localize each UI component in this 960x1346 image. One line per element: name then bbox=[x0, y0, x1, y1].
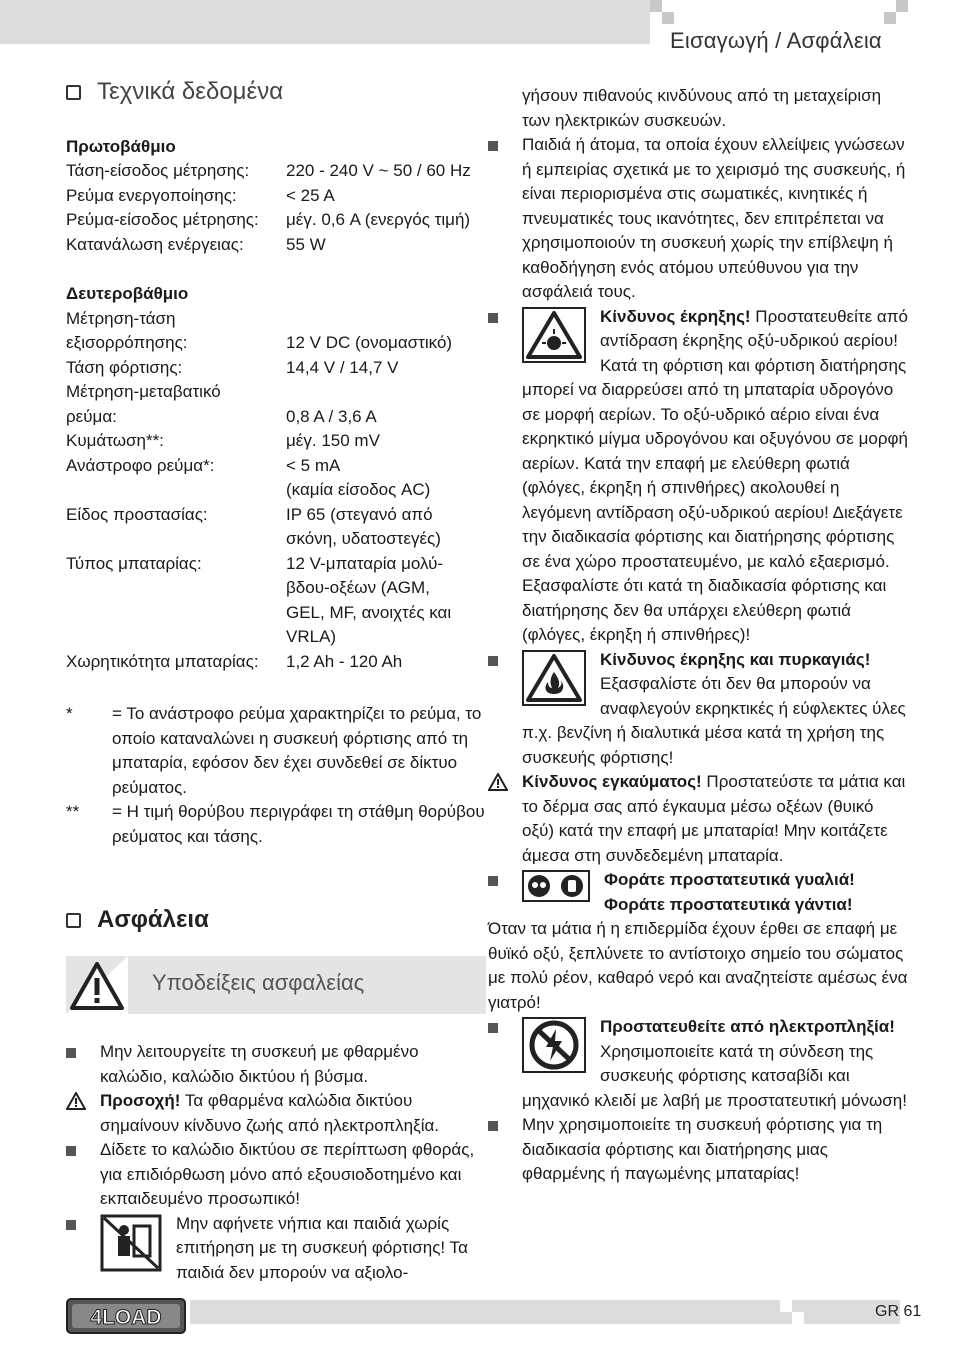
spec-label: Μέτρηση-τάση bbox=[66, 308, 176, 328]
spec-row bbox=[66, 405, 486, 430]
spec-label: Ανάστροφο ρεύμα*: bbox=[66, 455, 215, 475]
spec-row bbox=[66, 625, 486, 650]
spec-label: Κυμάτωση**: bbox=[66, 431, 164, 450]
spec-row bbox=[66, 159, 486, 184]
spec-row bbox=[66, 601, 486, 626]
page-header-title: Εισαγωγή / Ασφάλεια bbox=[670, 28, 882, 53]
safety-heading: Ασφάλεια bbox=[66, 908, 486, 933]
footnote: ** = Η τιμή θορύβου περιγράφει τη στάθμη θορύβου ρεύματος και τάσης. bbox=[66, 802, 485, 846]
goggles-gloves-icon bbox=[522, 870, 590, 902]
spec-label: Κατανάλωση ενέργειας: bbox=[66, 234, 244, 254]
right-column bbox=[488, 84, 908, 1187]
list-item: Μην αφήνετε νήπια και παιδιά χωρίς επιτήρηση με τη συσκευή φόρτισης! Τα παιδιά δεν μπορούν να αξιολο- bbox=[66, 1212, 486, 1286]
secondary-heading: Δευτεροβάθμιο bbox=[66, 284, 189, 303]
spec-value: βδου-οξέων (AGM, bbox=[286, 578, 430, 597]
list-item: Παιδιά ή άτομα, τα οποία έχουν ελλείψεις γνώσεων ή εμπειρίας σχετικά με το χειρισμό της συσκευής, ή είναι περιορισμένα στις σωματικές, κινητικές ή πνευματικές τους ικανότητες, δεν επιτρέπεται να χρησιμοποιούν τη συσκευή χωρίς την επίβλεψη ή καθοδήγηση ενός ατόμου υπεύθυνου για την ασφάλειά τους. bbox=[488, 133, 908, 305]
spec-value bbox=[286, 380, 486, 405]
secondary-spec-list bbox=[66, 307, 486, 675]
fire-hazard-icon bbox=[522, 650, 586, 706]
technical-data-section bbox=[66, 80, 486, 849]
spec-row bbox=[66, 527, 486, 552]
spec-row bbox=[66, 380, 486, 405]
spec-value: σκόνη, υδατοστεγές) bbox=[286, 529, 441, 548]
spec-value: < 5 mA bbox=[286, 455, 341, 475]
spec-value: 12 V-μπαταρία μολύ- bbox=[286, 553, 444, 573]
spec-row bbox=[66, 552, 486, 577]
header-pattern bbox=[650, 0, 662, 12]
warning-triangle-icon bbox=[488, 773, 508, 791]
banner-title: Υποδείξεις ασφαλείας bbox=[152, 970, 365, 995]
spec-label: ρεύμα: bbox=[66, 406, 117, 426]
spec-label: Τάση φόρτισης: bbox=[66, 357, 183, 377]
spec-value: VRLA) bbox=[286, 627, 337, 646]
spec-label: Τάση-είσοδος μέτρησης: bbox=[66, 161, 250, 180]
page-number: GR 61 bbox=[875, 1303, 922, 1320]
electric-shock-icon bbox=[522, 1017, 586, 1073]
footnote: * = Το ανάστροφο ρεύμα χαρακτηρίζει το ρεύμα, το οποίο καταναλώνει η συσκευή φόρτισης από τη μπαταρία, εφόσον δεν έχει συνδεθεί σε δίκτυο ρεύματος. bbox=[66, 704, 482, 797]
brand-logo bbox=[66, 1298, 186, 1334]
spec-value: < 25 A bbox=[286, 185, 335, 205]
spec-value: 14,4 V / 14,7 V bbox=[286, 357, 399, 377]
spec-label: Τύπος μπαταρίας: bbox=[66, 553, 202, 573]
spec-row bbox=[66, 331, 486, 356]
safety-section bbox=[66, 908, 486, 933]
checkbox-icon bbox=[66, 913, 81, 928]
checkbox-icon bbox=[66, 85, 81, 100]
list-item: Κίνδυνος έκρηξης και πυρκαγιάς! Εξασφαλίστε ότι δεν θα μπορούν να αναφλεγούν εκρηκτικές ή εύφλεκτες ύλες π.χ. βενζίνη ή διαλυτικά μέσα κατά τη χρήση της συσκευής φόρτισης! bbox=[488, 648, 908, 771]
spec-row bbox=[66, 233, 486, 258]
warning-triangle-icon bbox=[66, 1092, 86, 1110]
spec-label: Είδος προστασίας: bbox=[66, 504, 208, 524]
footer-pattern bbox=[780, 1300, 792, 1312]
list-item: Μην λειτουργείτε τη συσκευή με φθαρμένο καλώδιο, καλώδιο δικτύου ή βύσμα. bbox=[66, 1040, 486, 1089]
spec-value: 220 - 240 V ~ 50 / 60 Hz bbox=[286, 161, 471, 180]
spec-row bbox=[66, 184, 486, 209]
spec-row bbox=[66, 356, 486, 381]
spec-row bbox=[66, 650, 486, 675]
warning-item: Κίνδυνος εγκαύματος! Προστατεύστε τα μάτια και το δέρμα σας από έγκαυμα μέσω οξέων (θυικό οξύ) κατά την επαφή με μπαταρία! Μην κοιτάζετε άμεσα στη συνδεδεμένη μπαταρία. bbox=[488, 770, 908, 868]
spec-label: εξισορρόπησης: bbox=[66, 333, 188, 352]
spec-label bbox=[66, 576, 286, 601]
warning-item: Προσοχή! Τα φθαρμένα καλώδια δικτύου σημαίνουν κίνδυνο ζωής από ηλεκτροπληξία. bbox=[66, 1089, 486, 1138]
list-item: Κίνδυνος έκρηξης! Προστατευθείτε από αντίδραση έκρηξης οξύ-υδρικού αερίου! Κατά τη φόρτιση και φόρτιση διατήρησης μπορεί να διαρρεύσει από τη μπαταρία υδρογόνο σε μορφή αερίων. Το οξύ-υδρικό αέριο είναι ένα εκρηκτικό μίγμα υδρογόνου και οξυγόνου σε μορφή αερίων. Κατά την επαφή με ελεύθερη φωτιά (φλόγες, έκρηξη ή σπινθήρες) ακολουθεί η λεγόμενη αντίδραση οξύ-υδρικού αερίου! Διεξάγετε την διαδικασία φόρτισης και διατήρησης φόρτισης σε ένα χώρο προστατευμένο, με καλό εξαερισμό. Εξασφαλίστε ότι κατά τη διαδικασία φόρτισης και διατήρησης δεν θα υπάρχει ελεύθερη φωτιά (φλόγες, έκρηξη ή σπινθήρες)! bbox=[488, 305, 908, 648]
header-pattern bbox=[884, 12, 896, 24]
spec-value: μέγ. 0,6 A (ενεργός τιμή) bbox=[286, 210, 471, 229]
spec-value: (καμία είσοδος AC) bbox=[286, 480, 431, 499]
primary-heading: Πρωτοβάθμιο bbox=[66, 136, 176, 156]
header-pattern bbox=[662, 12, 674, 24]
header-bar bbox=[0, 0, 650, 44]
spec-row bbox=[66, 429, 486, 454]
spec-row bbox=[66, 478, 486, 503]
list-item: Μην χρησιμοποιείτε τη συσκευή φόρτισης για τη διαδικασία φόρτισης και διατήρησης μιας φθαρμένης ή παγωμένης μπαταρίας! bbox=[488, 1113, 908, 1187]
spec-label bbox=[66, 527, 286, 552]
list-item: Προστατευθείτε από ηλεκτροπληξία! Χρησιμοποιείτε κατά τη σύνδεση της συσκευής φόρτισης κατσαβίδι και μηχανικό κλειδί με λαβή με προστατευτική μόνωση! bbox=[488, 1015, 908, 1113]
spec-value: 12 V DC (ονομαστικό) bbox=[286, 333, 453, 352]
warning-icon bbox=[66, 956, 128, 1014]
spec-value: μέγ. 150 mV bbox=[286, 431, 380, 450]
footer-pattern bbox=[792, 1312, 804, 1324]
header-pattern bbox=[896, 0, 908, 12]
explosion-hazard-icon bbox=[522, 307, 586, 363]
spec-label bbox=[66, 625, 286, 650]
spec-value: 55 W bbox=[286, 234, 326, 254]
spec-value bbox=[286, 307, 486, 332]
spec-value: 0,8 A / 3,6 A bbox=[286, 406, 377, 426]
spec-label: Χωρητικότητα μπαταρίας: bbox=[66, 651, 259, 671]
safety-list bbox=[66, 1040, 486, 1285]
spec-value: IP 65 (στεγανό από bbox=[286, 504, 433, 524]
spec-label bbox=[66, 478, 286, 503]
continued-text: γήσουν πιθανούς κινδύνους από τη μεταχείριση των ηλεκτρικών συσκευών. bbox=[522, 86, 882, 130]
list-item: Δίδετε το καλώδιο δικτύου σε περίπτωση φθοράς, για επιδιόρθωση μόνο από εξουσιοδοτημένο και εκπαιδευμένο προσωπικό! bbox=[66, 1138, 486, 1212]
spec-row bbox=[66, 454, 486, 479]
spec-label: Ρεύμα ενεργοποίησης: bbox=[66, 185, 237, 205]
spec-row bbox=[66, 576, 486, 601]
spec-row bbox=[66, 307, 486, 332]
list-item: Φοράτε προστατευτικά γυαλιά! Φοράτε προστατευτικά γάντια! Όταν τα μάτια ή η επιδερμίδα έχουν έρθει σε επαφή με θυϊκό οξύ, ξεπλύνετε το αντίστοιχο σημείο του σώματος με πολύ ρέον, καθαρό νερό και αναζητείστε αμέσως ένα γιατρό! bbox=[488, 868, 908, 1015]
spec-row bbox=[66, 208, 486, 233]
spec-row bbox=[66, 503, 486, 528]
primary-spec-list bbox=[66, 159, 486, 257]
spec-label: Μέτρηση-μεταβατικό bbox=[66, 382, 221, 401]
logo-text: 4LOAD bbox=[90, 1306, 162, 1329]
spec-value: GEL, MF, ανοιχτές και bbox=[286, 602, 452, 622]
spec-label: Ρεύμα-είσοδος μέτρησης: bbox=[66, 210, 259, 229]
child-hazard-icon bbox=[100, 1214, 162, 1272]
spec-value: 1,2 Ah - 120 Ah bbox=[286, 651, 403, 671]
spec-label bbox=[66, 601, 286, 626]
technical-data-heading: Τεχνικά δεδομένα bbox=[66, 80, 486, 105]
safety-instructions-banner bbox=[66, 956, 486, 1014]
